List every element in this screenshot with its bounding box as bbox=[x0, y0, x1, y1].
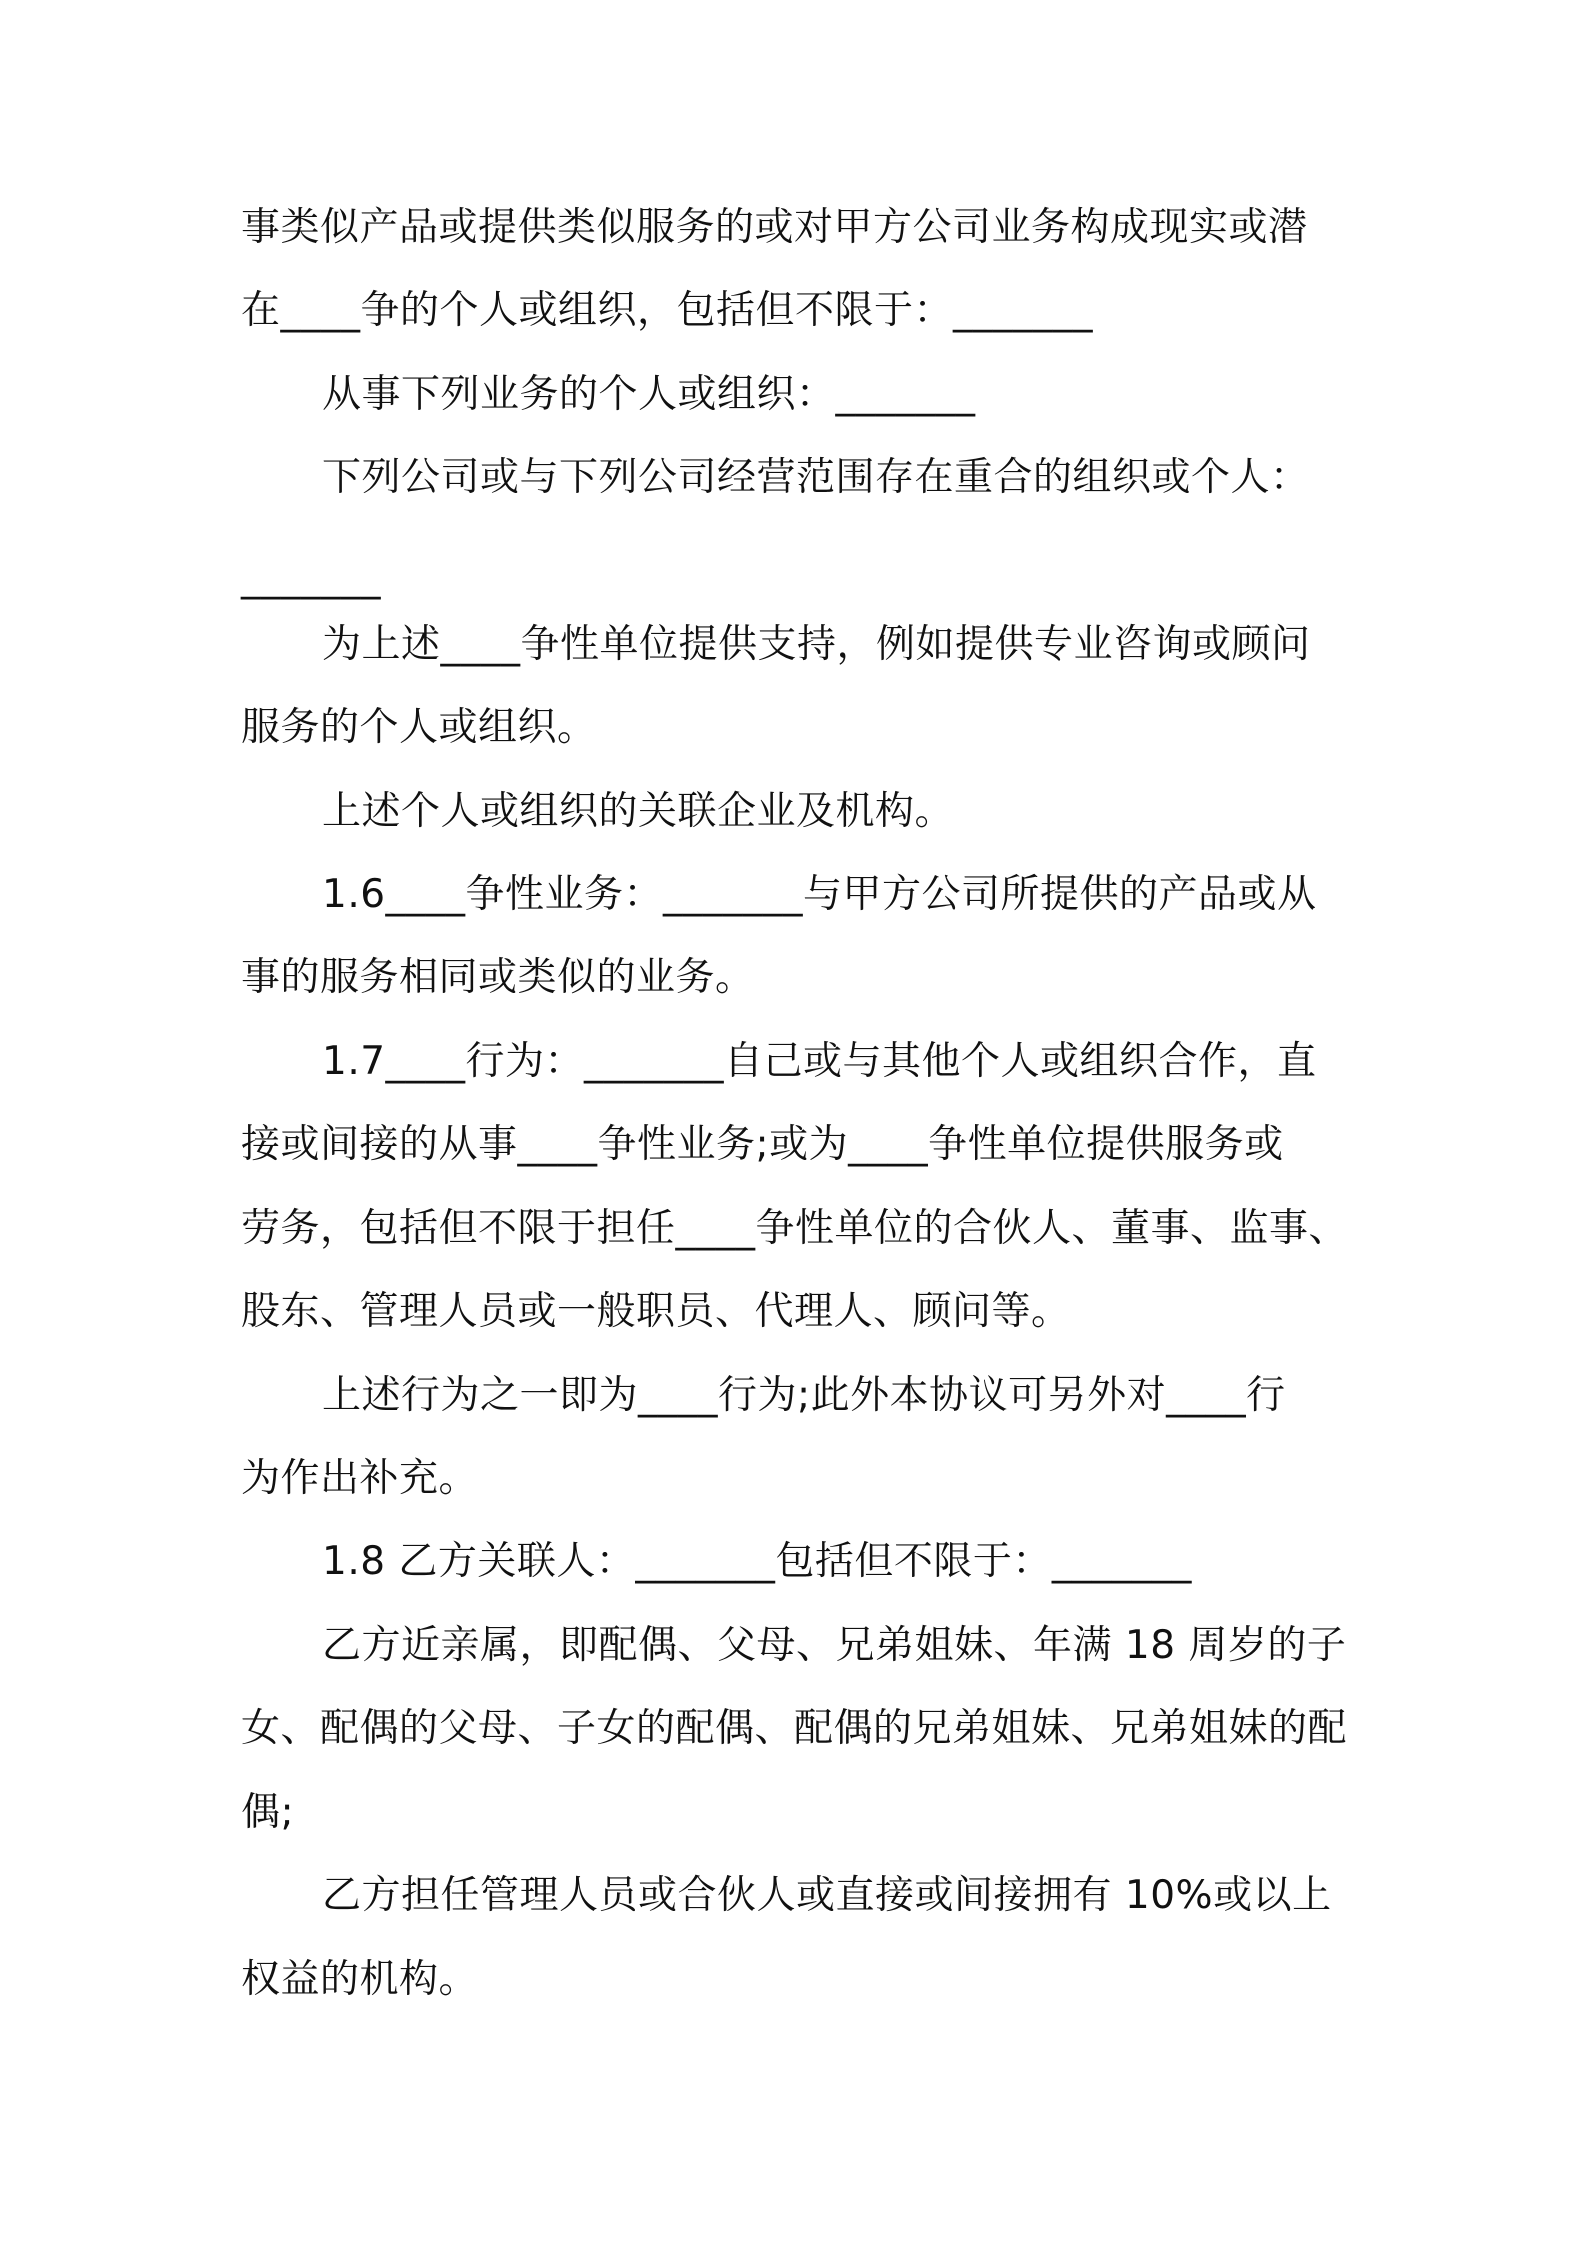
text-line: _______ bbox=[241, 555, 381, 600]
text-line: 事的服务相同或类似的业务。 bbox=[241, 955, 755, 1000]
text-line: 1.8 乙方关联人：_______包括但不限于：_______ bbox=[322, 1539, 1192, 1584]
text-line: 1.7____行为：_______自己或与其他个人或组织合作，直 bbox=[322, 1039, 1317, 1084]
text-line: 上述行为之一即为____行为;此外本协议可另外对____行 bbox=[322, 1373, 1286, 1418]
text-line: 1.6____争性业务：_______与甲方公司所提供的产品或从 bbox=[322, 872, 1317, 917]
text-line: 从事下列业务的个人或组织：_______ bbox=[322, 372, 976, 417]
text-line: 权益的机构。 bbox=[241, 1957, 479, 2002]
text-line: 下列公司或与下列公司经营范围存在重合的组织或个人： bbox=[322, 455, 1310, 500]
text-line: 为作出补充。 bbox=[241, 1456, 479, 1501]
text-line: 女、配偶的父母、子女的配偶、配偶的兄弟姐妹、兄弟姐妹的配 bbox=[241, 1706, 1348, 1751]
text-line: 服务的个人或组织。 bbox=[241, 705, 597, 750]
text-line: 接或间接的从事____争性业务;或为____争性单位提供服务或 bbox=[241, 1122, 1284, 1167]
text-line: 偶; bbox=[241, 1790, 295, 1835]
text-line: 劳务，包括但不限于担任____争性单位的合伙人、董事、监事、 bbox=[241, 1206, 1349, 1251]
text-line: 乙方近亲属，即配偶、父母、兄弟姐妹、年满 18 周岁的子 bbox=[322, 1623, 1347, 1668]
text-line: 为上述____争性单位提供支持，例如提供专业咨询或顾问 bbox=[322, 622, 1311, 667]
text-line: 股东、管理人员或一般职员、代理人、顾问等。 bbox=[241, 1289, 1071, 1334]
text-line: 在____争的个人或组织，包括但不限于：_______ bbox=[241, 288, 1094, 333]
text-line: 事类似产品或提供类似服务的或对甲方公司业务构成现实或潜 bbox=[241, 205, 1308, 250]
text-line: 乙方担任管理人员或合伙人或直接或间接拥有 10%或以上 bbox=[322, 1873, 1332, 1918]
text-line: 上述个人或组织的关联企业及机构。 bbox=[322, 789, 955, 834]
